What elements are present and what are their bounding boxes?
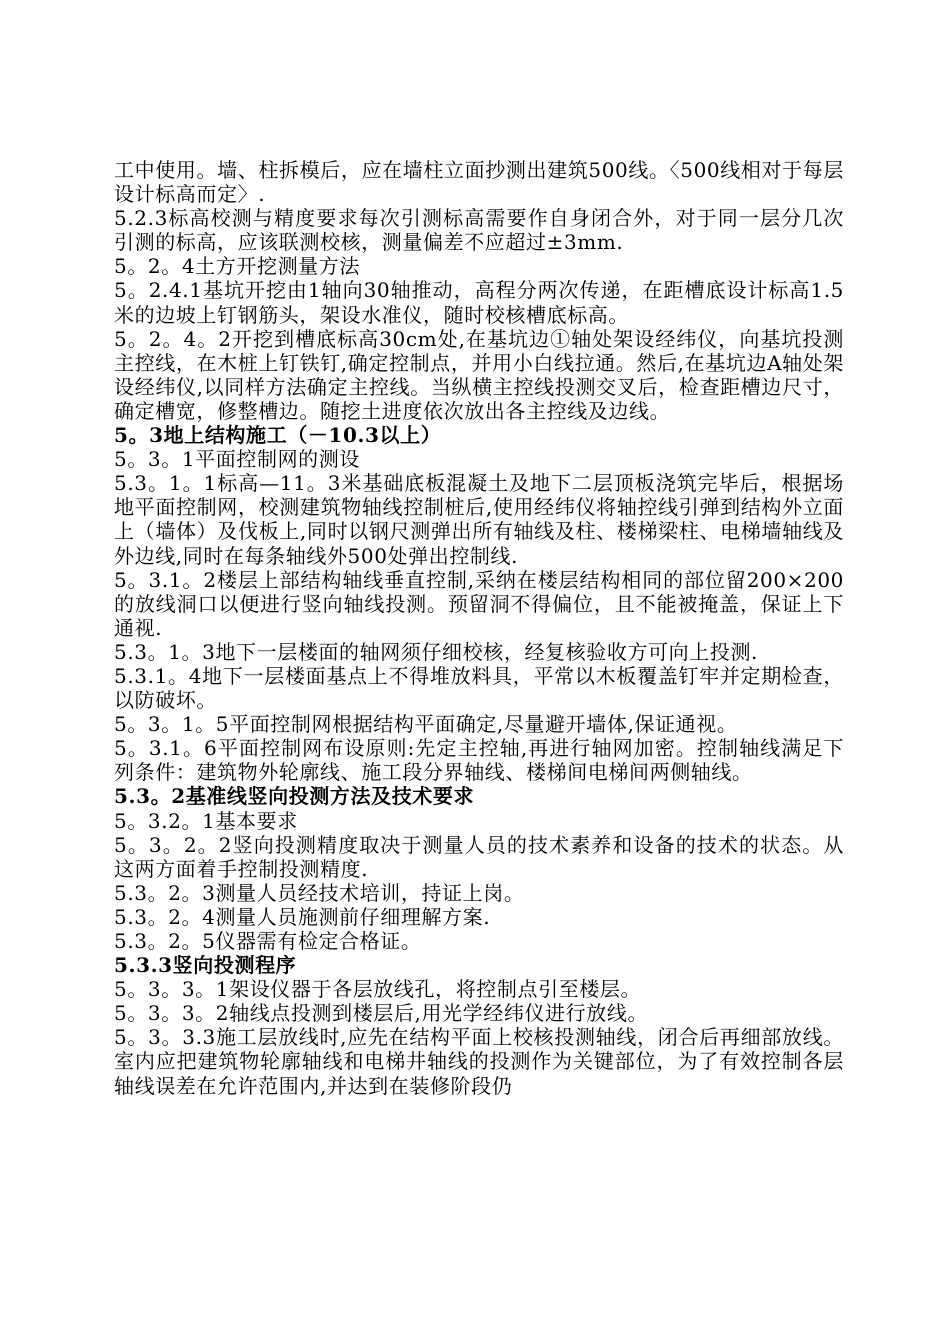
paragraph: 5。2.4.1基坑开挖由1轴向30轴推动，高程分两次传递，在距槽底设计标高1.5米的边坡上钉钢筋头，架设水准仪，随时校核槽底标高。	[114, 278, 844, 327]
document-page	[114, 158, 844, 1098]
paragraph: 5。3.2。1基本要求	[114, 808, 298, 833]
paragraph: 5.3。2。4测量人员施测前仔细理解方案.	[114, 904, 491, 929]
paragraph: 5。3。3。2轴线点投测到楼层后,用光学经纬仪进行放线。	[114, 1001, 649, 1026]
paragraph: 5。3。3.3施工层放线时,应先在结构平面上校核投测轴线，闭合后再细部放线。室内应把建筑物轮廓轴线和电梯井轴线的投测作为关键部位，为了有效控制各层轴线误差在允许范围内,并达到在装修阶段仍	[114, 1025, 844, 1098]
paragraph: 5。3.1。2楼层上部结构轴线垂直控制,采纳在楼层结构相同的部位留200×200的放线洞口以便进行竖向轴线投测。预留洞不得偏位，且不能被掩盖，保证上下通视.	[114, 567, 844, 640]
paragraph: 5.3。1。3地下一层楼面的轴网须仔细校核，经复核验收方可向上投测.	[114, 639, 759, 664]
paragraph: 5.3。2。3测量人员经技术培训，持证上岗。	[114, 880, 525, 905]
paragraph: 5.2.3标高校测与精度要求每次引测标高需要作自身闭合外，对于同一层分几次引测的标高，应该联测校核，测量偏差不应超过±3mm.	[114, 206, 844, 255]
paragraph: 5.3.1。4地下一层楼面基点上不得堆放料具，平常以木板覆盖钉牢并定期检查，以防破坏。	[114, 663, 844, 713]
paragraph: 5.3。2。5仪器需有检定合格证。	[114, 929, 422, 953]
paragraph: 5。3。1。5平面控制网根据结构平面确定,尽量避开墙体,保证通视。	[114, 712, 738, 737]
paragraph: 5。3。2。2竖向投测精度取决于测量人员的技术素养和设备的技术的状态。从这两方面着手控制投测精度.	[114, 832, 844, 881]
paragraph: 工中使用。墙、柱拆模后，应在墙柱立面抄测出建筑500线。〈500线相对于每层设计标高而定〉.	[114, 158, 844, 207]
paragraph: 5。3。1平面控制网的测设	[114, 447, 360, 472]
paragraph: 5。3。3。1架设仪器于各层放线孔，将控制点引至楼层。	[114, 977, 642, 1002]
paragraph: 5。2。4土方开挖测量方法	[114, 254, 360, 279]
paragraph: 5.3。1。1标高—11。3米基础底板混凝土及地下二层顶板浇筑完毕后，根据场地平面控制网，校测建筑物轴线控制桩后,使用经纬仪将轴控线引弹到结构外立面上（墙体）及伐板上,同时以钢尺测弹出所有轴线及柱、楼梯梁柱、电梯墙轴线及外边线,同时在每条轴线外500处弹出控制线.	[114, 471, 844, 568]
section-heading: 5.3.3竖向投测程序	[114, 953, 297, 978]
paragraph: 5。2。4。2开挖到槽底标高30cm处,在基坑边①轴处架设经纬仪，向基坑投测主控线，在木桩上钉铁钉,确定控制点，并用小白线拉通。然后,在基坑边A轴处架设经纬仪,以同样方法确定主控线。当纵横主控线投测交叉后，检查距槽边尺寸，确定槽宽，修整槽边。随挖土进度依次放出各主控线及边线。	[114, 326, 844, 423]
section-heading: 5。3地上结构施工（－10.3以上）	[114, 423, 442, 448]
section-heading: 5.3。2基准线竖向投测方法及技术要求	[114, 784, 475, 809]
paragraph: 5。3.1。6平面控制网布设原则:先定主控轴,再进行轴网加密。控制轴线满足下列条件：建筑物外轮廓线、施工段分界轴线、楼梯间电梯间两侧轴线。	[114, 736, 844, 785]
